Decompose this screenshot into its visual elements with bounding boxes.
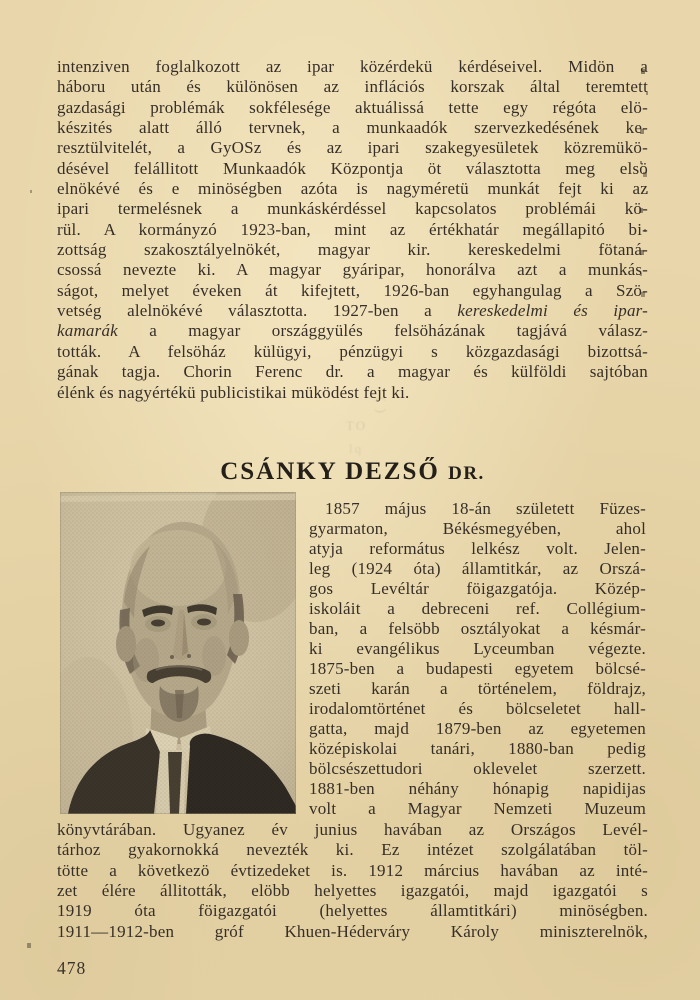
text-line: irodalomtörténet és bölcseletet hall- <box>309 699 646 718</box>
text-line: rül. A kormányzó 1923-ban, mint az értékhatár megállapitó bi- <box>57 219 648 239</box>
text-line: gazdasági problémák sokfélesége aktuálissá tette egy régóta elö- <box>57 97 648 117</box>
text-line: háboru után és különösen az inflációs korszak által teremtett <box>57 77 648 97</box>
text-line: iskoláit a debreceni ref. Collégium- <box>309 599 646 618</box>
text-line: tották. A felsöház külügyi, pénzügyi s közgazdasági bizottsá- <box>57 341 648 361</box>
text-line: resztülvitelét, a GyOSz és az ipari szakegyesületek közremükö- <box>57 138 648 158</box>
text-line: gatta, majd 1879-ben az egyetemen <box>309 719 646 738</box>
text-line: élénk és nagyértékü publicistikai müködést fejt ki. <box>57 382 410 402</box>
text-line: tárhoz gyakornokká nevezték ki. Ez intézet szolgálatában töl- <box>57 840 648 860</box>
title-suffix: DR. <box>448 463 485 484</box>
text-line: atyja református lelkész volt. Jelen- <box>309 539 646 558</box>
text-line: 1911—1912-ben gróf Khuen-Héderváry Károly miniszterelnök, <box>57 921 648 941</box>
text-line: 1857 május 18-án született Füzes- <box>325 499 646 518</box>
text-line: könyvtárában. Ugyanez év junius havában az Országos Levél- <box>57 820 648 839</box>
text-line: intenziven foglalkozott az ipar közérdekü kérdéseivel. Midön a <box>57 57 648 76</box>
text-line: désével felállitott Munkaadók Központja öt választotta meg elsö <box>57 158 648 178</box>
text-line: ban, a felsöbb osztályokat a késmár- <box>309 619 646 638</box>
text-line: csossá nevezte ki. A magyar gyáripar, honorálva azt a munkás- <box>57 260 648 280</box>
text-line: középiskolai tanári, 1880-ban pedig <box>309 739 646 758</box>
bleedthrough-text: ( ) <box>373 396 390 416</box>
text-line: bölcsészettudori oklevelet szerzett. <box>309 759 646 778</box>
text-line: zet élére állitották, elöbb helyettes igazgatói, majd igazgatói s <box>57 881 648 901</box>
text-line: 1919 óta föigazgatói (helyettes államtitkári) minöségben. <box>57 901 648 921</box>
text-line: gának tagja. Chorin Ferenc dr. a magyar és külföldi sajtóban <box>57 362 648 382</box>
portrait-illustration <box>60 492 296 814</box>
text-line: 1875-ben a budapesti egyetem bölcsé- <box>309 659 646 678</box>
text-line: ságot, melyet éveken át kifejtett, 1926-ban egyhangulag a Szö- <box>57 280 648 300</box>
bleedthrough-text: lq <box>349 441 364 456</box>
text-line: gos Levéltár föigazgatója. Közép- <box>309 579 646 598</box>
page-number: 478 <box>57 958 87 978</box>
text-line: tötte a következö évtizedeket is. 1912 március havában az inté- <box>57 860 648 880</box>
person-name: CSÁNKY DEZSŐ <box>220 458 440 485</box>
text-line: vetség alelnökévé választotta. 1927-ben a kereskedelmi és ipar- <box>57 301 648 321</box>
scan-ink-specks <box>0 0 2 3</box>
text-line: gyarmaton, Békésmegyében, ahol <box>309 519 646 538</box>
bio-bottom-paragraph <box>57 820 648 942</box>
text-line: elnökévé és e minöségben azóta is nagyméretü munkát fejt ki az <box>57 179 648 199</box>
text-line: készités alatt álló tervnek, a munkaadók szervezkedésének ke- <box>57 118 648 138</box>
bleedthrough-text: TO <box>346 418 368 433</box>
text-line: kamarák a magyar országgyülés felsöházának tagjává válasz- <box>57 321 648 341</box>
text-line: szeti karán a történelem, földrajz, <box>309 679 646 698</box>
portrait-photo <box>60 492 296 814</box>
text-line: leg (1924 óta) államtitkár, az Orszá- <box>309 559 646 578</box>
text-line: ipari termelésnek a munkáskérdéssel kapcsolatos problémái kö- <box>57 199 648 219</box>
article-title <box>57 458 648 486</box>
text-line: volt a Magyar Nemzeti Muzeum <box>309 799 646 818</box>
text-line: ki evangélikus Lyceumban végezte. <box>309 639 646 658</box>
text-line: 1881-ben néhány hónapig napidijas <box>309 779 646 798</box>
bio-column <box>309 499 646 819</box>
text-line: zottság szakosztályelnökét, magyar kir. kereskedelmi fötaná- <box>57 240 648 260</box>
intro-paragraph <box>57 57 648 403</box>
